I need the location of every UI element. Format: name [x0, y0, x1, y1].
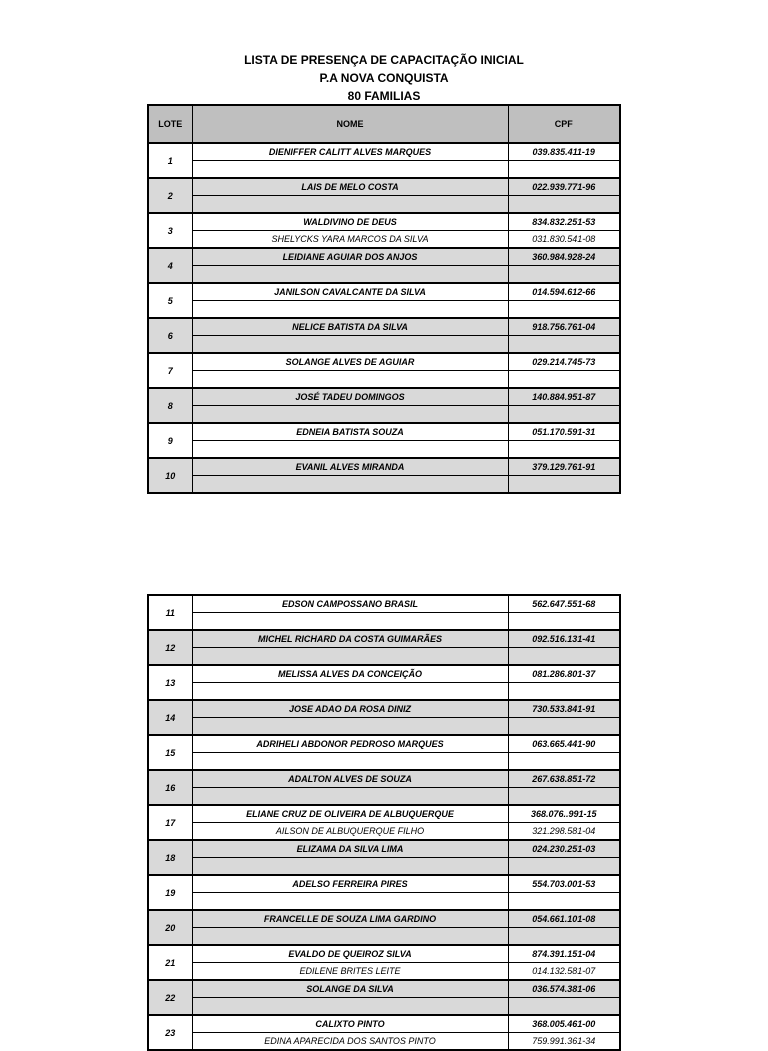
table-row: [148, 388, 620, 406]
lote-number-cell: 14: [148, 700, 192, 735]
name-cell: ADALTON ALVES DE SOUZA: [192, 770, 508, 788]
lote-number-cell: 11: [148, 595, 192, 630]
name-cell: [192, 406, 508, 424]
lote-number-cell: 21: [148, 945, 192, 980]
name-cell: [192, 718, 508, 736]
lote-number-cell: 6: [148, 318, 192, 353]
cpf-cell: [508, 336, 620, 354]
name-cell: [192, 441, 508, 459]
lote-number-cell: 19: [148, 875, 192, 910]
lote-number-cell: 23: [148, 1015, 192, 1050]
name-cell: NELICE BATISTA DA SILVA: [192, 318, 508, 336]
name-cell: EDNEIA BATISTA SOUZA: [192, 423, 508, 441]
cpf-cell: [508, 441, 620, 459]
name-cell: [192, 196, 508, 214]
header-lote: LOTE: [148, 105, 192, 143]
cpf-cell: [508, 928, 620, 946]
lote-number-cell: 20: [148, 910, 192, 945]
name-cell: [192, 476, 508, 494]
table-row: [148, 595, 620, 613]
cpf-cell: 092.516.131-41: [508, 630, 620, 648]
lote-number-cell: 15: [148, 735, 192, 770]
cpf-cell: [508, 406, 620, 424]
cpf-cell: 759.991.361-34: [508, 1033, 620, 1051]
table-row: [148, 788, 620, 806]
cpf-cell: [508, 998, 620, 1016]
lote-number-cell: 16: [148, 770, 192, 805]
cpf-cell: [508, 301, 620, 319]
table-row: [148, 700, 620, 718]
header-nome: NOME: [192, 105, 508, 143]
cpf-cell: 368.005.461-00: [508, 1015, 620, 1033]
cpf-cell: 834.832.251-53: [508, 213, 620, 231]
name-cell: MICHEL RICHARD DA COSTA GUIMARÃES: [192, 630, 508, 648]
lote-number-cell: 5: [148, 283, 192, 318]
cpf-cell: 321.298.581-04: [508, 823, 620, 841]
cpf-cell: [508, 893, 620, 911]
name-cell: SHELYCKS YARA MARCOS DA SILVA: [192, 231, 508, 249]
table-row: [148, 770, 620, 788]
table-row: [148, 665, 620, 683]
cpf-cell: [508, 613, 620, 631]
table-row: [148, 910, 620, 928]
name-cell: [192, 613, 508, 631]
name-cell: JOSÉ TADEU DOMINGOS: [192, 388, 508, 406]
name-cell: [192, 683, 508, 701]
cpf-cell: 081.286.801-37: [508, 665, 620, 683]
name-cell: JOSE ADAO DA ROSA DINIZ: [192, 700, 508, 718]
lote-number-cell: 18: [148, 840, 192, 875]
name-cell: [192, 998, 508, 1016]
table-row: [148, 1033, 620, 1051]
cpf-cell: 031.830.541-08: [508, 231, 620, 249]
table-row: [148, 266, 620, 284]
name-cell: [192, 788, 508, 806]
table-row: [148, 805, 620, 823]
table-row: [148, 840, 620, 858]
name-cell: [192, 301, 508, 319]
document-title: [0, 51, 768, 105]
table-row: [148, 231, 620, 249]
table-row: [148, 945, 620, 963]
table-row: [148, 143, 620, 161]
title-line-3: 80 FAMILIAS: [347, 89, 421, 103]
cpf-cell: 379.129.761-91: [508, 458, 620, 476]
lote-number-cell: 3: [148, 213, 192, 248]
name-cell: EDINA APARECIDA DOS SANTOS PINTO: [192, 1033, 508, 1051]
table-row: [148, 648, 620, 666]
table-row: [148, 336, 620, 354]
lote-number-cell: 8: [148, 388, 192, 423]
name-cell: [192, 266, 508, 284]
table-row: [148, 823, 620, 841]
table-row: [148, 613, 620, 631]
table-row: [148, 980, 620, 998]
table-row: [148, 196, 620, 214]
lote-number-cell: 10: [148, 458, 192, 493]
lote-number-cell: 7: [148, 353, 192, 388]
lote-number-cell: 22: [148, 980, 192, 1015]
name-cell: [192, 753, 508, 771]
name-cell: [192, 371, 508, 389]
table-row: [148, 213, 620, 231]
name-cell: LEIDIANE AGUIAR DOS ANJOS: [192, 248, 508, 266]
name-cell: EDILENE BRITES LEITE: [192, 963, 508, 981]
lote-number-cell: 9: [148, 423, 192, 458]
name-cell: DIENIFFER CALITT ALVES MARQUES: [192, 143, 508, 161]
name-cell: ADELSO FERREIRA PIRES: [192, 875, 508, 893]
table-row: [148, 858, 620, 876]
cpf-cell: [508, 753, 620, 771]
name-cell: LAIS DE MELO COSTA: [192, 178, 508, 196]
table-row: [148, 735, 620, 753]
name-cell: [192, 928, 508, 946]
lote-number-cell: 2: [148, 178, 192, 213]
title-line-2: P.A NOVA CONQUISTA: [319, 71, 449, 85]
cpf-cell: 874.391.151-04: [508, 945, 620, 963]
cpf-cell: 054.661.101-08: [508, 910, 620, 928]
name-cell: ELIANE CRUZ DE OLIVEIRA DE ALBUQUERQUE: [192, 805, 508, 823]
name-cell: [192, 893, 508, 911]
cpf-cell: 368.076..991-15: [508, 805, 620, 823]
cpf-cell: [508, 858, 620, 876]
table-row: [148, 353, 620, 371]
table-row: [148, 928, 620, 946]
name-cell: AILSON DE ALBUQUERQUE FILHO: [192, 823, 508, 841]
name-cell: [192, 161, 508, 179]
table-row: [148, 630, 620, 648]
table-row: [148, 248, 620, 266]
cpf-cell: 024.230.251-03: [508, 840, 620, 858]
table-row: [148, 963, 620, 981]
name-cell: [192, 648, 508, 666]
cpf-cell: 036.574.381-06: [508, 980, 620, 998]
cpf-cell: [508, 371, 620, 389]
table-row: [148, 718, 620, 736]
table-row: [148, 318, 620, 336]
cpf-cell: 022.939.771-96: [508, 178, 620, 196]
cpf-cell: 554.703.001-53: [508, 875, 620, 893]
table-row: [148, 893, 620, 911]
cpf-cell: [508, 476, 620, 494]
cpf-cell: [508, 196, 620, 214]
table-row: [148, 406, 620, 424]
name-cell: ADRIHELI ABDONOR PEDROSO MARQUES: [192, 735, 508, 753]
cpf-cell: [508, 788, 620, 806]
lote-number-cell: 4: [148, 248, 192, 283]
table-row: [148, 476, 620, 494]
cpf-cell: 730.533.841-91: [508, 700, 620, 718]
cpf-cell: [508, 683, 620, 701]
name-cell: WALDIVINO DE DEUS: [192, 213, 508, 231]
table-row: [148, 161, 620, 179]
name-cell: MELISSA ALVES DA CONCEIÇÃO: [192, 665, 508, 683]
table-row: [148, 178, 620, 196]
table-header-row: [148, 105, 620, 143]
name-cell: [192, 336, 508, 354]
name-cell: EVANIL ALVES MIRANDA: [192, 458, 508, 476]
cpf-cell: 051.170.591-31: [508, 423, 620, 441]
table-row: [148, 301, 620, 319]
name-cell: EDSON CAMPOSSANO BRASIL: [192, 595, 508, 613]
table-row: [148, 998, 620, 1016]
header-cpf: CPF: [508, 105, 620, 143]
cpf-cell: 140.884.951-87: [508, 388, 620, 406]
table-row: [148, 683, 620, 701]
cpf-cell: 063.665.441-90: [508, 735, 620, 753]
name-cell: [192, 858, 508, 876]
cpf-cell: [508, 718, 620, 736]
attendance-table-page-2: [147, 594, 621, 1051]
cpf-cell: 029.214.745-73: [508, 353, 620, 371]
table-row: [148, 371, 620, 389]
name-cell: SOLANGE DA SILVA: [192, 980, 508, 998]
cpf-cell: 267.638.851-72: [508, 770, 620, 788]
name-cell: CALIXTO PINTO: [192, 1015, 508, 1033]
cpf-cell: 039.835.411-19: [508, 143, 620, 161]
lote-number-cell: 17: [148, 805, 192, 840]
table-row: [148, 423, 620, 441]
name-cell: FRANCELLE DE SOUZA LIMA GARDINO: [192, 910, 508, 928]
cpf-cell: 918.756.761-04: [508, 318, 620, 336]
cpf-cell: [508, 648, 620, 666]
cpf-cell: 014.594.612-66: [508, 283, 620, 301]
lote-number-cell: 1: [148, 143, 192, 178]
cpf-cell: [508, 161, 620, 179]
table-row: [148, 875, 620, 893]
attendance-table-page-1: [147, 104, 621, 494]
table-row: [148, 458, 620, 476]
cpf-cell: 014.132.581-07: [508, 963, 620, 981]
cpf-cell: 360.984.928-24: [508, 248, 620, 266]
title-line-1: LISTA DE PRESENÇA DE CAPACITAÇÃO INICIAL: [244, 53, 524, 67]
table-row: [148, 753, 620, 771]
name-cell: ELIZAMA DA SILVA LIMA: [192, 840, 508, 858]
name-cell: SOLANGE ALVES DE AGUIAR: [192, 353, 508, 371]
cpf-cell: 562.647.551-68: [508, 595, 620, 613]
table-row: [148, 283, 620, 301]
lote-number-cell: 12: [148, 630, 192, 665]
lote-number-cell: 13: [148, 665, 192, 700]
table-row: [148, 441, 620, 459]
name-cell: JANILSON CAVALCANTE DA SILVA: [192, 283, 508, 301]
name-cell: EVALDO DE QUEIROZ SILVA: [192, 945, 508, 963]
cpf-cell: [508, 266, 620, 284]
